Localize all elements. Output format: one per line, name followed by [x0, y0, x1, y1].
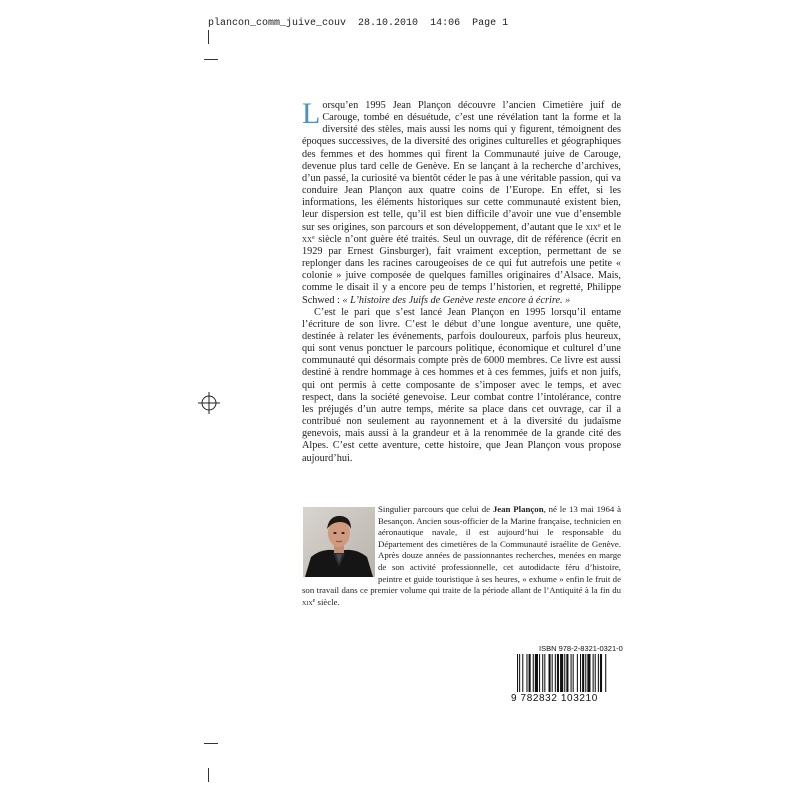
barcode-bars-icon [511, 654, 621, 694]
barcode-bar [533, 654, 534, 692]
barcode-bar [598, 654, 599, 692]
paragraph-second: C’est le pari que s’est lancé Jean Plançon en 1995 lorsqu’il entame l’écriture de son livre. C’est le début d’une longue aventure, une quête, destinée à relater les événements, parfois douloureux, parfois plus heureux, qui sont venus ponctuer le parcours politique, économique et culturel d’une communauté qui désormais compte près de 6000 membres. Ce livre est aussi destiné à rendre hommage à ces hommes et à ces femmes, juifs et non juifs, qui ont permis à cette composante de s’imposer avec le temps, et avec respect, dans la société genevoise. Leur combat contre l’intolérance, contre les préjugés d’un autre temps, mérite sa place dans cet ouvrage, car il a contribué non seulement au rayonnement et à la diversité du judaïsme genevois, mais aussi à la grandeur et à la renommée de la grande cité des Alpes. C’est cette aventure, cette histoire, que Jean Plançon vous propose aujourd’hui. [302, 306, 621, 464]
barcode-bar [564, 654, 565, 692]
barcode-bar [557, 654, 559, 692]
barcode-bar [517, 654, 518, 692]
slug-time: 14:06 [430, 18, 461, 29]
crop-mark-top-left [208, 30, 209, 44]
barcode-bar [526, 654, 527, 692]
barcode-bar [539, 654, 540, 692]
barcode-number: 9 782832 103210 [511, 693, 598, 704]
crop-mark-bottom-left [208, 768, 209, 782]
paragraph-intro-part-b: siècle n’ont guère été traités. Seul un ouvrage, dit de référence (écrit en 1929 par Ernest Ginsburger), fait vraiment exception, permettant de se replonger dans les racines carougeoises de ce qui fut autrefois une petite « colonie » juive composée de quelques familles originaires d’Alsace. Mais, comme le disait il y a encore peu de temps l’historien, et regretté, Philippe Schwed : [302, 233, 621, 306]
barcode-bar [560, 654, 563, 692]
bio-intro: Singulier parcours que celui de [378, 504, 493, 514]
barcode-bar [535, 654, 538, 692]
isbn-label: ISBN 978-2-8321-0321-0 [539, 644, 623, 653]
century-20: xx [302, 233, 313, 245]
isbn-barcode [511, 644, 621, 706]
barcode-bar [577, 654, 578, 692]
barcode-bar [555, 654, 556, 692]
barcode-bar [573, 654, 574, 692]
bio-body: , né le 13 mai 1964 à Besançon. Ancien sous-officier de la Marine française, technicien en aéronautique navale, il est aujourd’hui le responsable du Département des cimetières de la Communauté israélite de Genève. Après douze années de passionnantes recherches, menées en marge de son activité professionnelle, cet autodidacte féru d’histoire, peintre et guide touristique à ses heures, « exhume » enfin le fruit de son travail dans ce premier volume qui traite de la période allant de l’Antiquité à la fin du [302, 504, 621, 596]
ordinal-e-2: e [312, 234, 315, 241]
author-bio [302, 504, 621, 608]
barcode-bar [571, 654, 572, 692]
century-19: xix [585, 221, 598, 233]
slug-page: Page 1 [472, 18, 509, 29]
barcode-bar [585, 654, 586, 692]
barcode-bar [522, 654, 523, 692]
ordinal-e: e [597, 222, 601, 229]
paragraph-intro [302, 97, 622, 307]
barcode-bar [519, 654, 520, 692]
registration-mark-icon [198, 392, 220, 414]
bio-ordinal-e: e [312, 597, 316, 604]
crop-mark-top-left-h [204, 59, 218, 60]
barcode-bar [529, 654, 531, 692]
barcode-bar [549, 654, 551, 692]
barcode-bar [593, 654, 594, 692]
barcode-bar [580, 654, 581, 692]
print-slug-line [208, 18, 508, 29]
back-cover-text [302, 97, 622, 465]
barcode-bar [605, 654, 606, 692]
barcode-bar [587, 654, 590, 692]
barcode-bar [582, 654, 584, 692]
bio-end: siècle. [315, 596, 340, 607]
barcode-bar [600, 654, 602, 692]
barcode-bar [542, 654, 543, 692]
slug-filename: plancon_comm_juive_couv [208, 18, 347, 29]
drop-cap: L [302, 97, 321, 130]
schwed-quote: « L’histoire des Juifs de Genève reste encore à écrire. » [342, 294, 571, 306]
paragraph-intro-part-a: orsqu’en 1995 Jean Plançon découvre l’ancien Cimetière juif de Carouge, tombé en désuétude, c’est une révélation tant la forme et la diversité des stèles, mais aussi les noms qui y figurent, témoignent des époques successives, de la diversité des origines culturelles et géographiques des femmes et des hommes qui firent la Communauté juive de Carouge, devenue plus tard celle de Genève. En se lançant à la recherche d’archives, d’un passé, la curiosité va bientôt céder le pas à une véritable passion, qui va conduire Jean Plançon aux quatre coins de l’Europe. En effet, si les informations, les éléments historiques sur cette communauté existent bien, leur dispersion est telle, qu’il est bien difficile d’avoir une vue d’ensemble sur ses origines, son parcours et son développement, d’autant que le [302, 100, 621, 233]
conjunction-and: et le [600, 221, 622, 233]
crop-mark-bottom-left-h [204, 743, 218, 744]
barcode-bar [552, 654, 553, 692]
bio-century-19: xix [302, 596, 313, 607]
slug-date: 28.10.2010 [358, 18, 419, 29]
barcode-bar [566, 654, 568, 692]
barcode-bar [544, 654, 545, 692]
barcode-bar [595, 654, 596, 692]
bio-author-name: Jean Plançon [492, 504, 544, 514]
